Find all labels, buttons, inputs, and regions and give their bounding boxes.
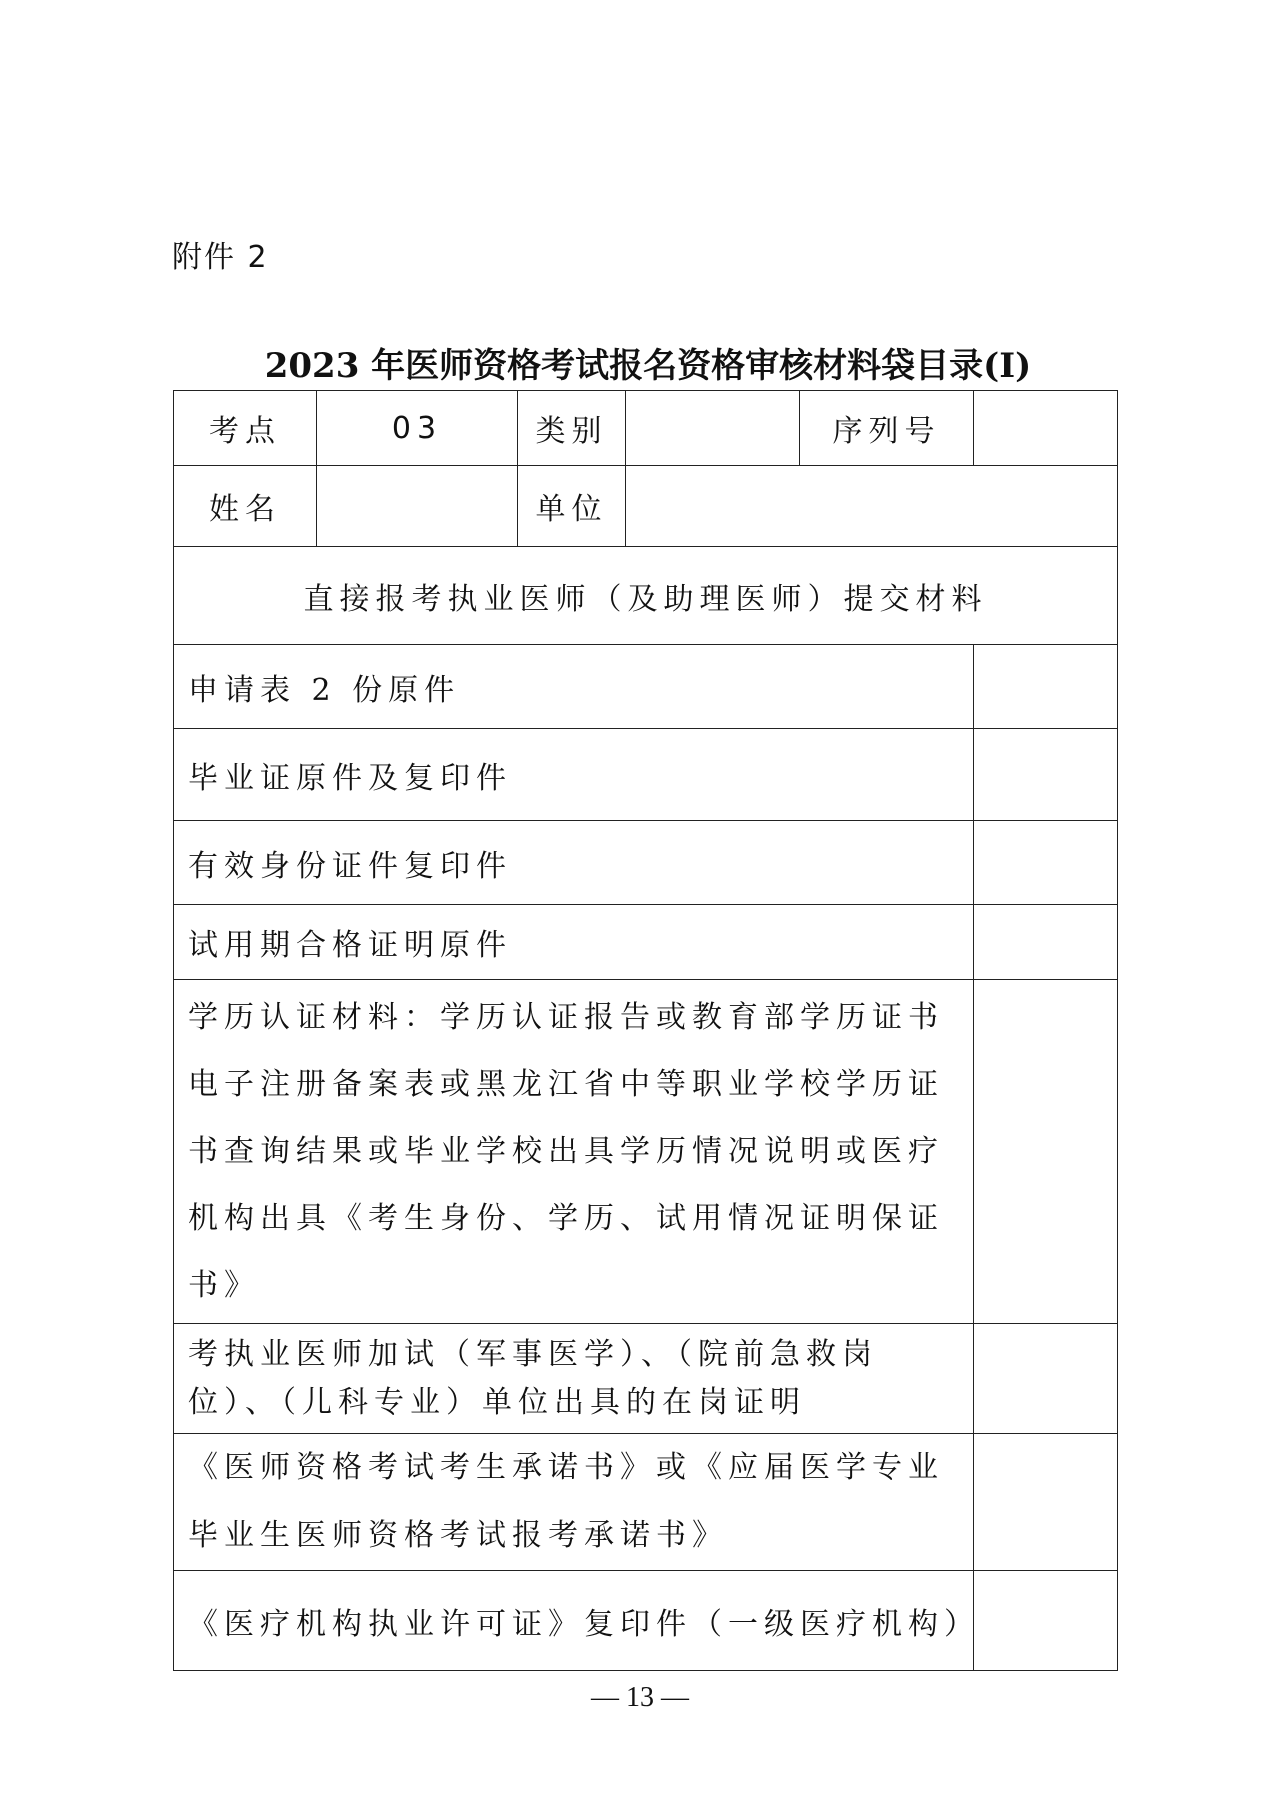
check-cell xyxy=(974,821,1118,905)
material-item: 毕业证原件及复印件 xyxy=(174,729,974,821)
materials-table xyxy=(173,390,1118,1671)
name-value xyxy=(317,466,518,547)
page-title: 2023 年医师资格考试报名资格审核材料袋目录(I) xyxy=(264,346,1032,386)
material-item: 申请表 2 份原件 xyxy=(174,645,974,729)
check-cell xyxy=(974,1324,1118,1434)
serial-label: 序列号 xyxy=(800,391,974,466)
exam-site-value: 03 xyxy=(317,391,518,466)
material-item: 《医疗机构执业许可证》复印件（一级医疗机构） xyxy=(174,1571,974,1671)
exam-site-label: 考点 xyxy=(174,391,317,466)
material-item: 考执业医师加试（军事医学）、（院前急救岗位）、（儿科专业）单位出具的在岗证明 xyxy=(174,1324,974,1434)
check-cell xyxy=(974,1571,1118,1671)
unit-value xyxy=(626,466,1118,547)
category-label: 类别 xyxy=(518,391,626,466)
check-cell xyxy=(974,645,1118,729)
material-item: 学历认证材料：学历认证报告或教育部学历证书电子注册备案表或黑龙江省中等职业学校学历证书查询结果或毕业学校出具学历情况说明或医疗机构出具《考生身份、学历、试用情况证明保证书》 xyxy=(174,980,974,1324)
serial-value xyxy=(974,391,1118,466)
check-cell xyxy=(974,905,1118,980)
attachment-label: 附件 2 xyxy=(172,240,269,275)
material-item: 试用期合格证明原件 xyxy=(174,905,974,980)
check-cell xyxy=(974,980,1118,1324)
name-label: 姓名 xyxy=(174,466,317,547)
material-item: 《医师资格考试考生承诺书》或《应届医学专业毕业生医师资格考试报考承诺书》 xyxy=(174,1434,974,1571)
unit-label: 单位 xyxy=(518,466,626,547)
page-number: — 13 — xyxy=(591,1682,689,1713)
material-item: 有效身份证件复印件 xyxy=(174,821,974,905)
category-value xyxy=(626,391,800,466)
check-cell xyxy=(974,729,1118,821)
section-title: 直接报考执业医师（及助理医师）提交材料 xyxy=(174,547,1118,645)
check-cell xyxy=(974,1434,1118,1571)
